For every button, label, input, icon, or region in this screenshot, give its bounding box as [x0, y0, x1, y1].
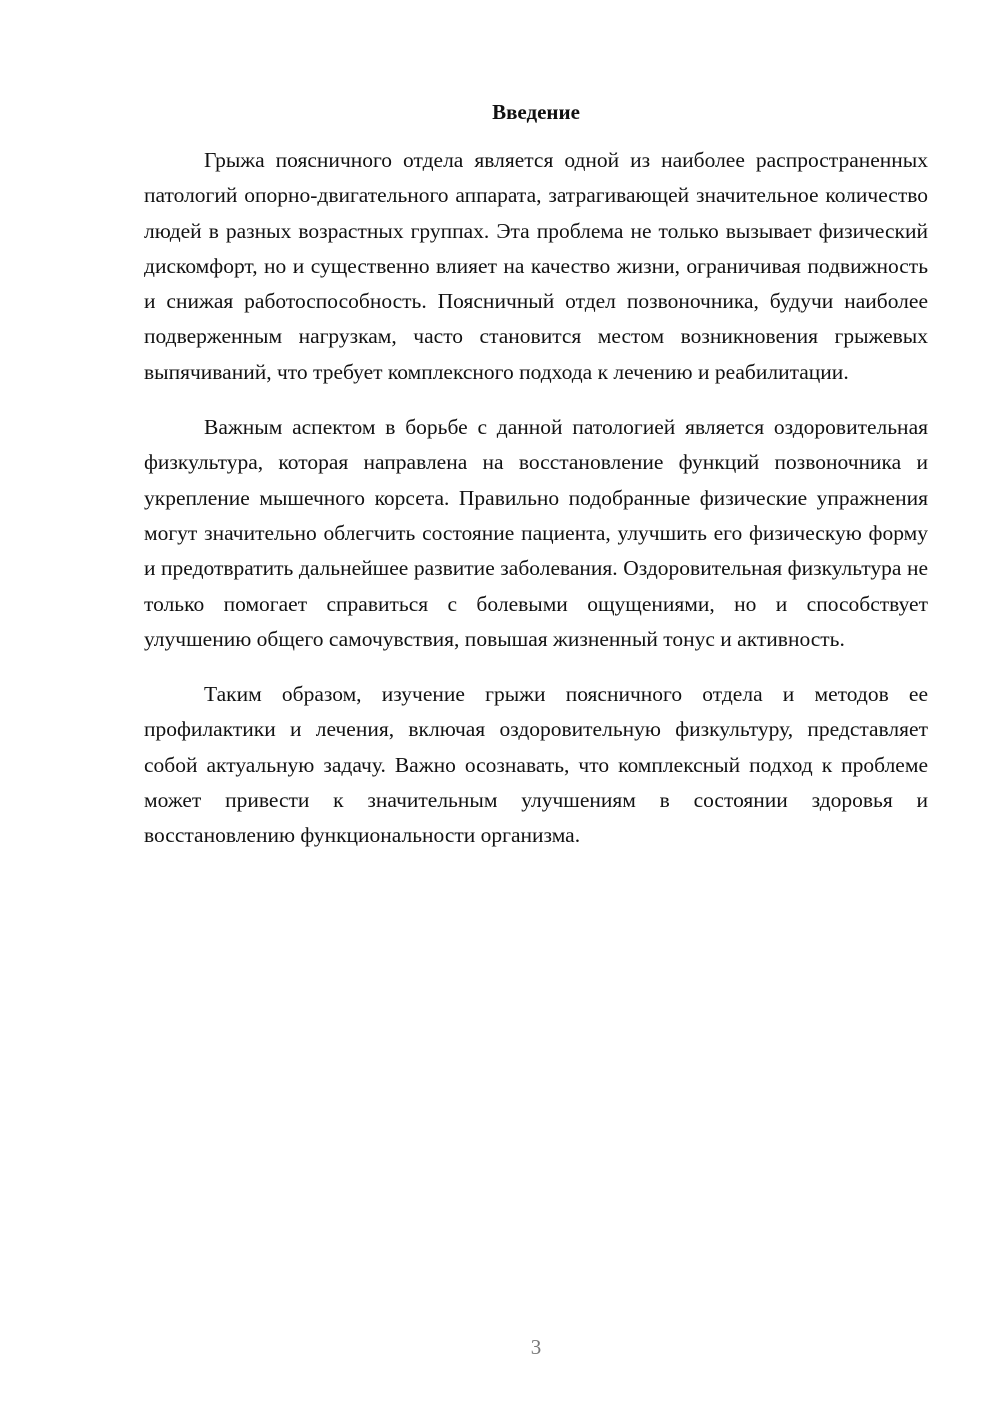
section-heading: Введение — [492, 100, 580, 124]
paragraph-2: Важным аспектом в борьбе с данной патологией является оздоровительная физкультура, которая направлена на восстановление функций позвоночника и укрепление мышечного корсета. Правильно подобранные физические упражнения могут значительно облегчить состояние пациента, улучшить его физическую форму и предотвратить дальнейшее развитие заболевания. Оздоровительная физкультура не только помогает справиться с болевыми ощущениями, но и способствует улучшению общего самочувствия, повышая жизненный тонус и активность. — [144, 415, 928, 651]
paragraph-3: Таким образом, изучение грыжи поясничного отдела и методов ее профилактики и лечения, включая оздоровительную физкультуру, представляет собой актуальную задачу. Важно осознавать, что комплексный подход к проблеме может привести к значительным улучшениям в состоянии здоровья и восстановлению функциональности организма. — [144, 682, 928, 848]
page-number: 3 — [530, 1335, 542, 1359]
paragraph-1: Грыжа поясничного отдела является одной из наиболее распространенных патологий опорно-двигательного аппарата, затрагивающей значительное количество людей в разных возрастных группах. Эта проблема не только вызывает физический дискомфорт, но и существенно влияет на качество жизни, ограничивая подвижность и снижая работоспособность. Поясничный отдел позвоночника, будучи наиболее подверженным нагрузкам, часто становится местом возникновения грыжевых выпячиваний, что требует комплексного подхода к лечению и реабилитации. — [144, 148, 928, 384]
body-text — [144, 143, 928, 874]
